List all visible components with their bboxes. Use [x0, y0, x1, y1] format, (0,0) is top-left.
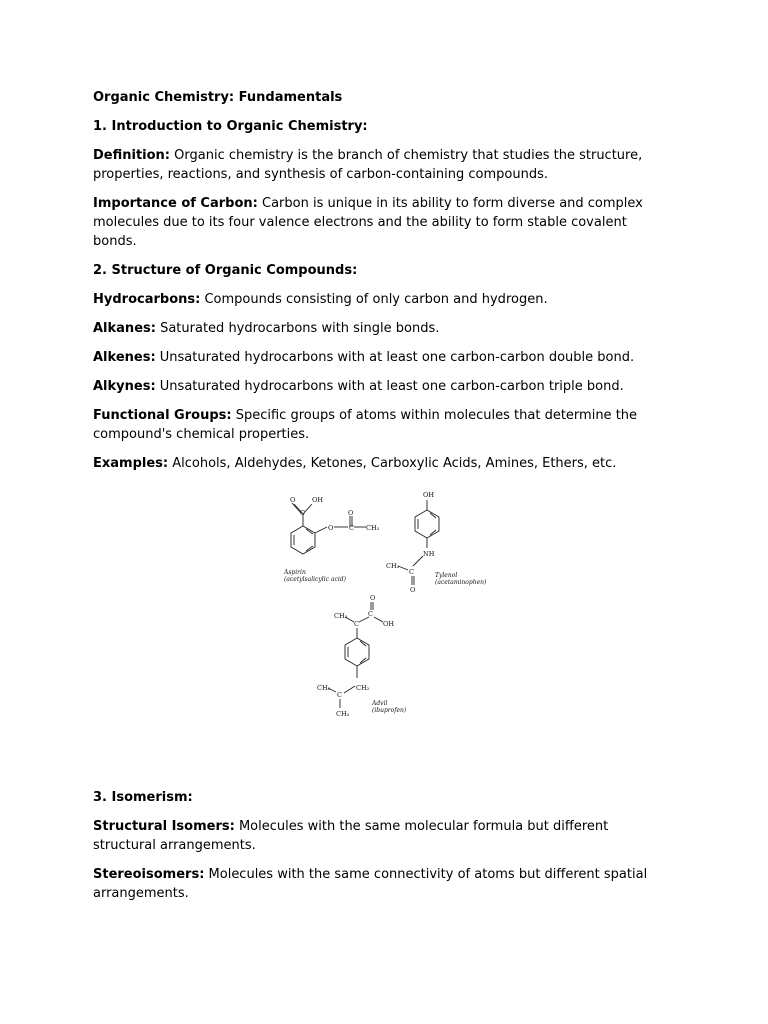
advil-branch-carbon-label: C [337, 691, 342, 699]
advil-methyl-label: CH₃ [334, 612, 348, 620]
paragraph-structural-isomers [93, 817, 668, 855]
advil-methyl-left-label: CH₃ [317, 684, 331, 692]
tylenol-nh-label: NH [423, 550, 435, 558]
term-text: Specific groups of atoms within molecules that determine the compound's chemical properties. [93, 408, 638, 442]
tylenol-subcaption: (acetaminophen) [435, 579, 487, 586]
tylenol-ring [415, 510, 439, 538]
aspirin-methyl-label: CH₃ [366, 524, 380, 532]
term-text: Unsaturated hydrocarbons with at least one carbon-carbon double bond. [159, 350, 635, 365]
term-label: Definition: [93, 148, 171, 163]
paragraph-functional-groups [93, 406, 668, 444]
term-text: Unsaturated hydrocarbons with at least one carbon-carbon triple bond. [159, 379, 624, 394]
chemical-structures-drawing [270, 486, 500, 726]
term-label: Hydrocarbons: [93, 292, 201, 307]
term-label: Functional Groups: [93, 408, 232, 423]
section-heading-isomerism: 3. Isomerism: [93, 790, 193, 805]
term-label: Examples: [93, 456, 169, 471]
advil-hydroxyl-label: OH [383, 620, 394, 628]
advil-ch-label: C [354, 620, 359, 628]
term-label: Alkanes: [93, 321, 156, 336]
paragraph-alkanes [93, 319, 668, 338]
term-label: Alkenes: [93, 350, 156, 365]
term-label: Structural Isomers: [93, 819, 235, 834]
chemical-structures-figure [270, 486, 500, 726]
term-text: Compounds consisting of only carbon and hydrogen. [204, 292, 548, 307]
aspirin-ring [291, 526, 315, 554]
aspirin-oxygen-label: O [290, 496, 296, 504]
term-text: Carbon is unique in its ability to form diverse and complex molecules due to its four valence electrons and the ability to form stable covalent bonds. [93, 196, 643, 249]
advil-carboxyl-carbon-label: C [368, 610, 373, 618]
term-text: Saturated hydrocarbons with single bonds. [160, 321, 440, 336]
aspirin-carbon-label: C [300, 509, 305, 517]
advil-methyl-bottom-label: CH₃ [336, 710, 350, 718]
tylenol-carbon-label: C [409, 568, 414, 576]
paragraph-alkenes [93, 348, 668, 367]
document-body-continued [93, 788, 668, 913]
paragraph-stereoisomers [93, 865, 668, 903]
tylenol-caption: Tylenol [435, 572, 458, 579]
aspirin-ester-oxygen-label: O [328, 524, 334, 532]
term-text: Organic chemistry is the branch of chemistry that studies the structure, properties, reactions, and synthesis of carbon-containing compounds. [93, 148, 643, 182]
term-label: Stereoisomers: [93, 867, 205, 882]
term-label: Importance of Carbon: [93, 196, 258, 211]
paragraph-definition [93, 146, 668, 184]
aspirin-structure [283, 496, 380, 583]
term-label: Alkynes: [93, 379, 156, 394]
advil-ring [345, 638, 369, 666]
paragraph-alkynes [93, 377, 668, 396]
advil-caption: Advil [372, 700, 388, 707]
advil-structure [317, 594, 407, 718]
aspirin-subcaption: (acetylsalicylic acid) [284, 576, 346, 583]
term-text: Molecules with the same molecular formula but different structural arrangements. [93, 819, 609, 853]
document-title: Organic Chemistry: Fundamentals [93, 90, 343, 105]
paragraph-examples [93, 454, 668, 473]
term-text: Molecules with the same connectivity of atoms but different spatial arrangements. [93, 867, 648, 901]
advil-subcaption: (ibuprofen) [372, 707, 407, 714]
paragraph-importance-of-carbon [93, 194, 668, 251]
aspirin-hydroxyl-label: OH [312, 496, 323, 504]
tylenol-hydroxyl-label: OH [423, 491, 434, 499]
section-heading-structure: 2. Structure of Organic Compounds: [93, 263, 358, 278]
paragraph-hydrocarbons [93, 290, 668, 309]
document-body [93, 88, 668, 483]
aspirin-ester-carbon-label: C [349, 524, 354, 532]
aspirin-caption: Aspirin [284, 569, 306, 576]
term-text: Alcohols, Aldehydes, Ketones, Carboxylic Acids, Amines, Ethers, etc. [172, 456, 617, 471]
tylenol-oxygen-label: O [410, 586, 416, 594]
section-heading-introduction: 1. Introduction to Organic Chemistry: [93, 119, 368, 134]
tylenol-structure [386, 491, 487, 594]
advil-ch2-label: CH₂ [356, 684, 370, 692]
tylenol-methyl-label: CH₃ [386, 562, 400, 570]
aspirin-carbonyl-oxygen-label: O [348, 509, 354, 517]
advil-oxygen-label: O [370, 594, 376, 602]
